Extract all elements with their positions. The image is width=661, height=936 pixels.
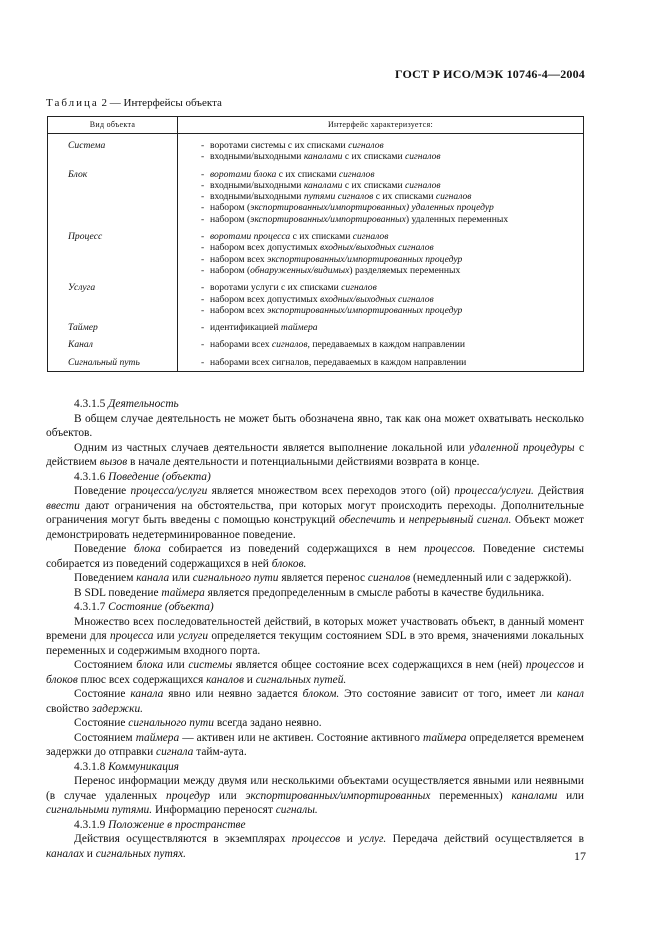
paragraph bbox=[46, 542, 584, 571]
italic-term: таймера bbox=[135, 731, 180, 744]
italic-term: процесса/услуги. bbox=[454, 485, 534, 497]
interface-item bbox=[201, 357, 583, 368]
text-run: собирается из поведений содержащихся в нем bbox=[160, 543, 425, 555]
italic-term: ввести bbox=[46, 499, 80, 512]
italic-term: Поведение (объекта) bbox=[108, 470, 211, 483]
text-run: и bbox=[395, 514, 409, 526]
paragraph bbox=[46, 818, 584, 833]
italic-term: каналами bbox=[511, 789, 558, 802]
text-run: 4.3.1.6 bbox=[74, 470, 109, 483]
italic-term: удаленной процедуры bbox=[469, 441, 575, 454]
text-run: или bbox=[169, 572, 193, 584]
italic-term: каналами bbox=[303, 151, 343, 163]
page-number: 17 bbox=[574, 849, 586, 863]
italic-term: непрерывный сигнал. bbox=[408, 514, 512, 526]
text-run: воротами услуги с их списками bbox=[210, 282, 342, 294]
interface-item bbox=[201, 339, 583, 350]
text-run: с их списками bbox=[373, 191, 436, 203]
paragraph bbox=[46, 441, 584, 470]
interface-cell bbox=[178, 316, 584, 333]
text-run: определяется временем задержки до отправки bbox=[46, 731, 584, 758]
text-run: с их списками bbox=[342, 179, 405, 191]
interface-item bbox=[201, 214, 583, 225]
text-run: и bbox=[243, 673, 256, 686]
italic-term: блока bbox=[136, 659, 164, 671]
text-run: ) удаленных переменных bbox=[405, 213, 509, 225]
dash-bullet: - bbox=[201, 339, 205, 351]
italic-term: блоков bbox=[46, 673, 78, 686]
text-run: Поведение системы собирается из поведений содержащихся в ней bbox=[46, 543, 584, 570]
text-run: с их списками bbox=[290, 231, 353, 243]
text-run: Информацию переносят bbox=[152, 804, 276, 816]
text-run: набором всех bbox=[210, 304, 268, 316]
text-run: 4.3.1.7 bbox=[74, 601, 109, 613]
text-run: Состояние bbox=[74, 688, 131, 700]
object-type-cell: Услуга bbox=[48, 276, 178, 316]
text-run: В SDL поведение bbox=[74, 586, 162, 599]
italic-term: сигналов bbox=[271, 339, 308, 351]
text-run: является множеством всех переходов этого (ой) bbox=[207, 485, 455, 497]
paragraph bbox=[46, 687, 584, 716]
text-run: дают ограничения на обстоятельства, при которых могут происходить переходы. Дополнительные ограничения могут быть введены с помощью конструкций bbox=[46, 499, 584, 526]
object-type-cell: Блок bbox=[48, 163, 178, 225]
italic-term: входных/выходных сигналов bbox=[320, 293, 434, 305]
interface-cell bbox=[178, 225, 584, 276]
interface-item bbox=[201, 265, 583, 276]
text-run: определяется текущим состоянием SDL в это время, значениями локальных переменных и содержимым входного порта. bbox=[46, 630, 584, 657]
text-run: Поведением bbox=[74, 572, 137, 584]
italic-term: каналами bbox=[303, 179, 343, 191]
interface-item bbox=[201, 191, 583, 202]
italic-term: сигнальными путями. bbox=[46, 804, 153, 816]
object-type-cell: Таймер bbox=[48, 316, 178, 333]
dash-bullet: - bbox=[201, 242, 205, 254]
table-caption bbox=[46, 97, 222, 109]
italic-term: Коммуникация bbox=[108, 760, 179, 773]
italic-term: сигналов bbox=[341, 282, 377, 294]
italic-term: Состояние (объекта) bbox=[108, 601, 214, 613]
italic-term: канала bbox=[130, 688, 164, 700]
interface-cell bbox=[178, 163, 584, 225]
text-run: входными/выходными bbox=[210, 151, 304, 163]
text-run: Это состояние зависит от того, имеет ли bbox=[339, 688, 557, 700]
interface-item bbox=[201, 202, 583, 213]
italic-term: каналах bbox=[46, 847, 84, 860]
text-run: 4.3.1.8 bbox=[74, 760, 109, 773]
italic-term: путями сигналов bbox=[303, 191, 374, 203]
table-row bbox=[48, 316, 584, 333]
italic-term: процесса/услуги bbox=[130, 485, 208, 497]
text-run: набором всех bbox=[210, 253, 268, 265]
italic-term: сигнального пути bbox=[192, 572, 279, 584]
table-caption-text: 2 — Интерфейсы объекта bbox=[98, 97, 222, 109]
text-run: Перенос информации между двумя или несколькими объектами осуществляется явными или неявными (в случае удаленных bbox=[46, 775, 584, 802]
italic-term: воротами процесса bbox=[210, 231, 291, 243]
italic-term: услуги bbox=[177, 630, 209, 642]
text-run: В общем случае деятельность не может быть обозначена явно, так как она может охватывать несколько объектов. bbox=[46, 412, 584, 439]
text-run: является общее состояние всех содержащихся в нем (ней) bbox=[232, 659, 526, 671]
italic-term: экспортированных/импортированных bbox=[250, 213, 406, 225]
text-run: 4.3.1.9 bbox=[74, 818, 109, 831]
interface-cell bbox=[178, 333, 584, 350]
text-run: и bbox=[340, 833, 360, 845]
interface-item bbox=[201, 294, 583, 305]
interface-item bbox=[201, 254, 583, 265]
text-run: свойство bbox=[46, 702, 93, 715]
italic-term: канал bbox=[556, 688, 584, 700]
dash-bullet: - bbox=[201, 179, 205, 191]
dash-bullet: - bbox=[201, 168, 205, 180]
italic-term: блоков. bbox=[271, 557, 307, 570]
dash-bullet: - bbox=[201, 191, 205, 203]
text-run: Объект может демонстрировать недетерминированное поведение. bbox=[46, 514, 584, 541]
table-row bbox=[48, 225, 584, 276]
italic-term: сигналов bbox=[404, 179, 441, 191]
text-run: и bbox=[83, 847, 96, 860]
text-run: или bbox=[153, 630, 178, 642]
italic-term: процедур bbox=[166, 789, 211, 802]
italic-term: сигналов bbox=[404, 151, 441, 163]
text-run: входными/выходными bbox=[210, 179, 304, 191]
interface-item bbox=[201, 305, 583, 316]
text-run: Состоянием bbox=[74, 659, 137, 671]
italic-term: сигналов bbox=[367, 572, 411, 584]
text-run: (немедленный или с задержкой). bbox=[410, 572, 572, 584]
italic-term: вызов bbox=[99, 456, 128, 468]
table-row bbox=[48, 333, 584, 350]
paragraph bbox=[46, 600, 584, 615]
document-header: ГОСТ Р ИСО/МЭК 10746-4—2004 bbox=[394, 67, 585, 81]
text-run: набором всех допустимых bbox=[210, 293, 321, 305]
dash-bullet: - bbox=[201, 253, 205, 265]
text-run: и bbox=[574, 659, 584, 671]
italic-term: экспортированных/импортированных процедур bbox=[267, 253, 463, 265]
text-run: набором ( bbox=[210, 202, 251, 214]
italic-term: Деятельность bbox=[108, 398, 179, 410]
text-run: набором всех допустимых bbox=[210, 242, 321, 254]
text-run: Поведение bbox=[74, 485, 131, 497]
italic-term: сигналов bbox=[338, 168, 375, 180]
text-run: набором ( bbox=[210, 264, 251, 276]
interface-item bbox=[201, 242, 583, 253]
italic-term: процессов bbox=[291, 833, 341, 845]
italic-term: экспортированных/импортированных процедур bbox=[267, 304, 463, 316]
italic-term: сигналов bbox=[348, 140, 384, 151]
dash-bullet: - bbox=[201, 322, 205, 334]
dash-bullet: - bbox=[201, 231, 205, 243]
dash-bullet: - bbox=[201, 304, 205, 316]
dash-bullet: - bbox=[201, 264, 205, 276]
dash-bullet: - bbox=[201, 282, 205, 294]
text-run: с их списками bbox=[342, 151, 405, 163]
text-run: является перенос bbox=[278, 572, 368, 584]
text-run: или bbox=[210, 789, 246, 802]
text-run: Поведение bbox=[74, 543, 134, 555]
italic-term: входных/выходных сигналов bbox=[320, 242, 434, 254]
text-run: ) разделяемых переменных bbox=[349, 264, 461, 276]
italic-term: таймера bbox=[280, 322, 318, 334]
text-run: , передаваемых в каждом направлении bbox=[307, 339, 466, 351]
column-header-interface: Интерфейс характеризуется: bbox=[178, 117, 584, 134]
italic-term: процессов. bbox=[424, 543, 476, 555]
dash-bullet: - bbox=[201, 213, 205, 225]
paragraph bbox=[46, 658, 584, 687]
paragraph bbox=[46, 615, 584, 659]
italic-term: сигнального пути bbox=[128, 717, 214, 729]
text-run: Передача действий осуществляется в bbox=[386, 833, 584, 845]
italic-term: сигналы. bbox=[275, 804, 318, 816]
italic-term: блоком. bbox=[302, 688, 340, 700]
text-run: Одним из частных случаев деятельности является выполнение локальной или bbox=[74, 441, 470, 454]
italic-term: блока bbox=[133, 543, 161, 555]
dash-bullet: - bbox=[201, 293, 205, 305]
italic-term: таймера bbox=[161, 586, 205, 599]
italic-term: процесса bbox=[109, 630, 154, 642]
table-row bbox=[48, 163, 584, 225]
text-run: Множество всех последовательностей действий, в которых может участвовать объект, в данный момент времени для bbox=[46, 615, 584, 642]
italic-term: сигналов bbox=[435, 191, 472, 203]
paragraph bbox=[46, 774, 584, 818]
text-run: плюс всех содержащихся bbox=[77, 673, 207, 686]
italic-term: процессов bbox=[525, 659, 575, 671]
paragraph bbox=[46, 571, 584, 586]
italic-term: сигнала bbox=[156, 746, 194, 758]
column-header-object-type: Вид объекта bbox=[48, 117, 178, 134]
body-text bbox=[46, 397, 584, 861]
text-run: является предопределенным в смысле работы в качестве будильника. bbox=[204, 586, 545, 599]
paragraph bbox=[46, 397, 584, 412]
italic-term: обеспечить bbox=[339, 514, 396, 526]
paragraph bbox=[46, 484, 584, 542]
text-run: тайм-аута. bbox=[193, 746, 247, 758]
text-run: всегда задано неявно. bbox=[213, 717, 322, 729]
text-run: явно или неявно задается bbox=[163, 688, 303, 700]
interface-cell bbox=[178, 134, 584, 163]
text-run: или bbox=[557, 789, 585, 802]
italic-term: экспортированных/импортированных) удаленных процедур bbox=[250, 202, 494, 214]
interface-cell bbox=[178, 351, 584, 372]
table-row bbox=[48, 134, 584, 163]
paragraph bbox=[46, 731, 584, 760]
object-type-cell: Система bbox=[48, 134, 178, 163]
text-run: 4.3.1.5 bbox=[74, 398, 109, 410]
italic-term: задержки. bbox=[92, 702, 144, 715]
interface-item bbox=[201, 180, 583, 191]
italic-term: услуг. bbox=[359, 833, 387, 845]
text-run: воротами системы с их списками bbox=[210, 140, 349, 151]
object-type-cell: Процесс bbox=[48, 225, 178, 276]
text-run: наборами всех сигналов, передаваемых в каждом направлении bbox=[210, 356, 467, 368]
italic-term: сигнальных путях. bbox=[95, 847, 187, 860]
interface-item bbox=[201, 169, 583, 180]
dash-bullet: - bbox=[201, 151, 205, 163]
paragraph bbox=[46, 832, 584, 861]
object-type-cell: Сигнальный путь bbox=[48, 351, 178, 372]
interface-item bbox=[201, 231, 583, 242]
italic-term: таймера bbox=[423, 731, 467, 744]
paragraph bbox=[46, 760, 584, 775]
interface-item bbox=[201, 140, 583, 151]
interface-item bbox=[201, 282, 583, 293]
table-row bbox=[48, 276, 584, 316]
text-run: с действием bbox=[46, 441, 585, 468]
text-run: переменных) bbox=[430, 789, 512, 802]
italic-term: сигнальных путей. bbox=[255, 673, 347, 686]
interfaces-table bbox=[47, 116, 584, 372]
text-run: в начале деятельности и потенциальными действиями возврата в конце. bbox=[127, 456, 480, 468]
text-run: набором ( bbox=[210, 213, 251, 225]
interface-cell bbox=[178, 276, 584, 316]
object-type-cell: Канал bbox=[48, 333, 178, 350]
italic-term: каналов bbox=[206, 673, 244, 686]
text-run: входными/выходными bbox=[210, 191, 304, 203]
dash-bullet: - bbox=[201, 356, 205, 368]
text-run: Действия осуществляются в экземплярах bbox=[74, 833, 292, 845]
text-run: Состояние bbox=[74, 717, 129, 729]
interface-item bbox=[201, 151, 583, 162]
paragraph bbox=[46, 586, 584, 601]
text-run: Состоянием bbox=[74, 731, 136, 744]
paragraph bbox=[46, 716, 584, 731]
dash-bullet: - bbox=[201, 140, 205, 151]
text-run: идентификацией bbox=[210, 322, 281, 334]
text-run: с их списками bbox=[276, 168, 339, 180]
italic-term: воротами блока bbox=[210, 168, 277, 180]
table-caption-prefix: Таблица bbox=[46, 97, 99, 109]
italic-term: канала bbox=[136, 572, 170, 584]
text-run: или bbox=[163, 659, 189, 671]
italic-term: Положение в пространстве bbox=[108, 818, 246, 831]
italic-term: экспортированных/импортированных bbox=[245, 789, 431, 802]
paragraph bbox=[46, 412, 584, 441]
paragraph bbox=[46, 470, 584, 485]
interface-item bbox=[201, 322, 583, 333]
text-run: — активен или не активен. Состояние активного bbox=[179, 731, 423, 744]
table-row bbox=[48, 351, 584, 372]
text-run: Действия bbox=[533, 485, 584, 497]
text-run: наборами всех bbox=[210, 339, 272, 351]
dash-bullet: - bbox=[201, 202, 205, 214]
italic-term: сигналов bbox=[352, 231, 389, 243]
italic-term: системы bbox=[188, 659, 233, 671]
italic-term: обнаруженных/видимых bbox=[250, 264, 350, 276]
